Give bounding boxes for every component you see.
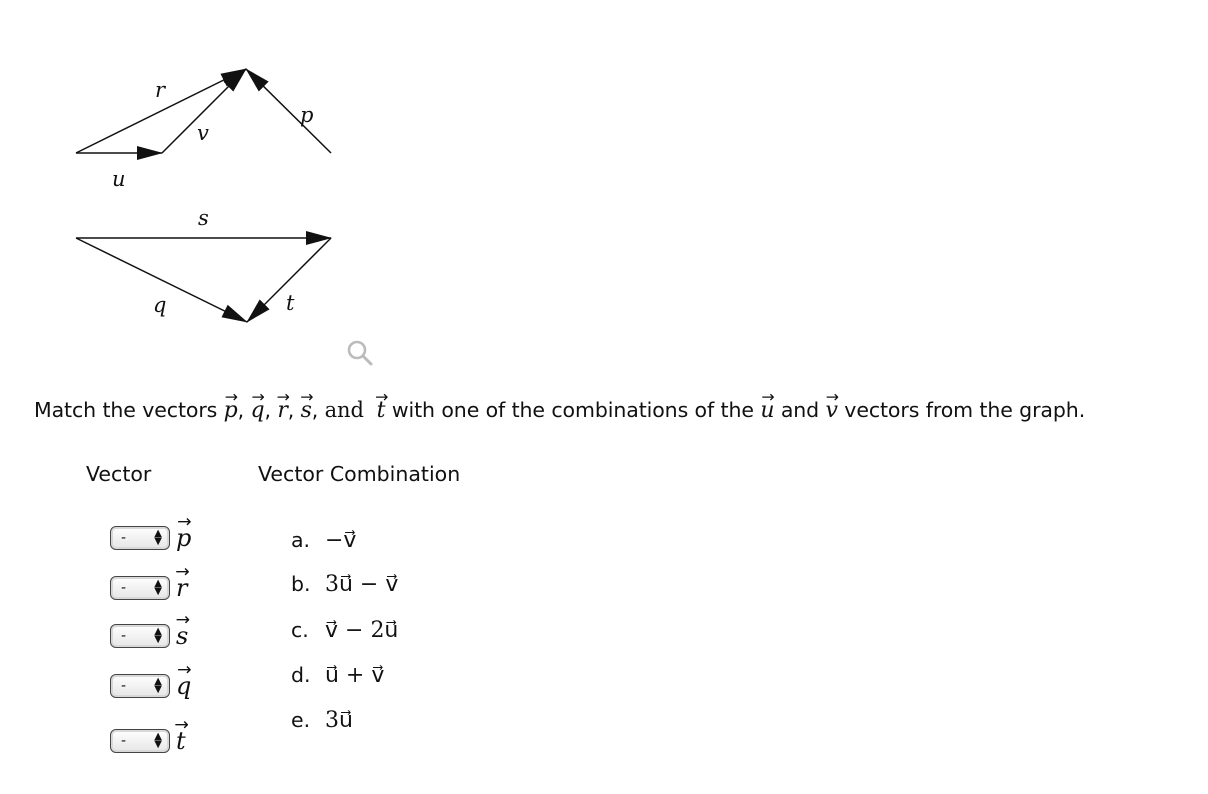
combination-column-header: Vector Combination — [258, 462, 461, 486]
label-p: p — [300, 103, 314, 127]
match-row-r — [110, 574, 187, 602]
match-row-s — [110, 622, 188, 650]
updown-arrows-icon: ▲ ▼ — [154, 528, 162, 547]
option-e: e. 3u⃗ — [291, 708, 353, 733]
vector-graph — [0, 0, 420, 340]
label-s: s — [198, 206, 209, 230]
match-row-q — [110, 672, 191, 700]
option-a: a. −v⃗ — [291, 528, 357, 553]
updown-arrows-icon: ▲ ▼ — [154, 578, 162, 597]
vector-label-t: → t — [176, 727, 186, 755]
option-b: b. 3u⃗ − v⃗ — [291, 572, 399, 597]
updown-arrows-icon: ▲ ▼ — [154, 626, 162, 645]
vector-column-header: Vector — [86, 462, 152, 486]
updown-arrows-icon: ▲ ▼ — [154, 676, 162, 695]
vector-label-r: → r — [176, 574, 187, 602]
updown-arrows-icon: ▲ ▼ — [154, 731, 162, 750]
match-row-t — [110, 727, 186, 755]
vector-label-s: → s — [176, 622, 188, 650]
vector-label-p: → p — [176, 524, 191, 552]
match-select-p[interactable]: - ▲ ▼ — [110, 526, 170, 550]
match-select-q[interactable]: - ▲ ▼ — [110, 674, 170, 698]
vector-p-line — [246, 69, 331, 153]
option-d: d. u⃗ + v⃗ — [291, 663, 385, 688]
match-select-r[interactable]: - ▲ ▼ — [110, 576, 170, 600]
vector-label-q: → q — [176, 672, 191, 700]
option-c: c. v⃗ − 2u⃗ — [291, 618, 399, 643]
match-select-s[interactable]: - ▲ ▼ — [110, 624, 170, 648]
match-row-p — [110, 524, 191, 552]
label-t: t — [286, 291, 295, 315]
label-v: v — [197, 121, 209, 145]
label-u: u — [112, 167, 126, 191]
magnifier-icon[interactable] — [344, 338, 376, 370]
label-r: r — [155, 78, 166, 102]
label-q: q — [153, 293, 167, 317]
match-select-t[interactable]: - ▲ ▼ — [110, 729, 170, 753]
question-text: Match the vectors → p, → q, → r, → s, and → t with one of the combinations of the → u and → v vectors from the graph. — [34, 398, 1204, 423]
